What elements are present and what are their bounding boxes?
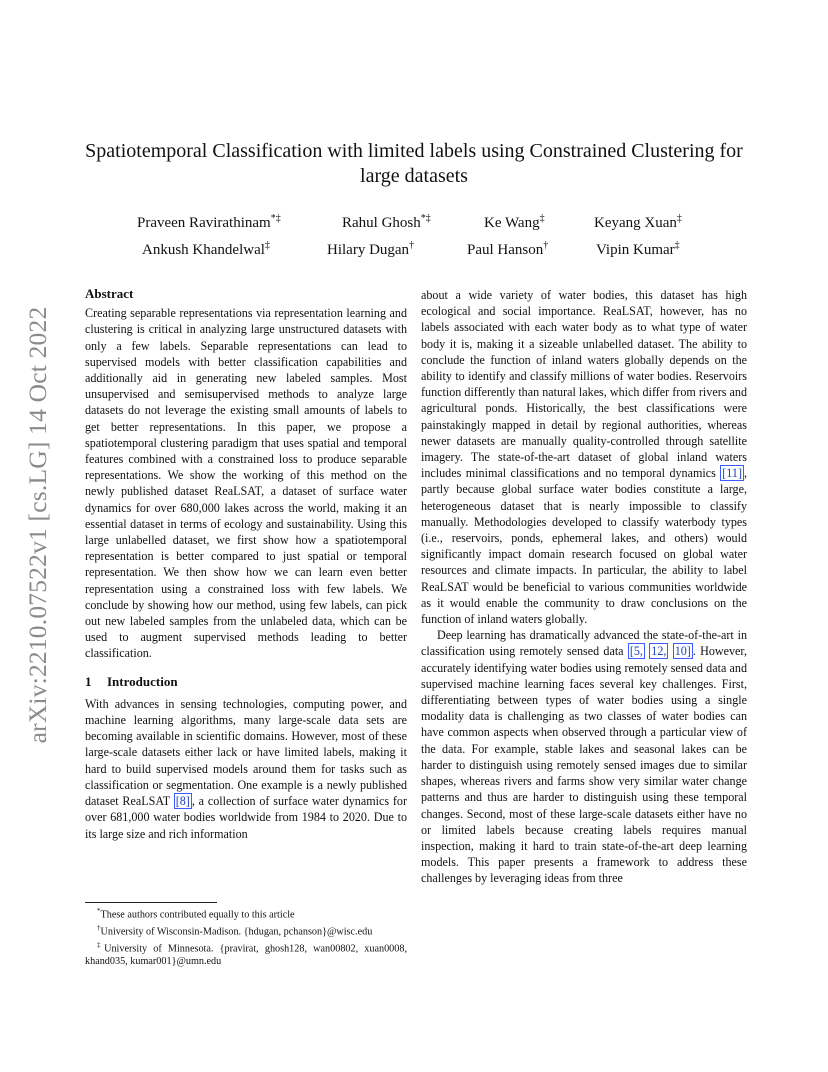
footnote: †University of Wisconsin-Madison. {hdugan, pchanson}@wisc.edu — [97, 923, 373, 938]
author-name: Ankush Khandelwal‡ — [142, 240, 270, 258]
author-name: Hilary Dugan† — [327, 240, 415, 258]
citation-link[interactable]: [8] — [175, 794, 190, 809]
author-name: Paul Hanson† — [467, 240, 549, 258]
right-column — [421, 287, 747, 887]
body-paragraph: about a wide variety of water bodies, this dataset has high ecological and social importance. ReaLSAT, however, has no labels associated with each water body as to what type of water body it is, making it a sizeable unlabelled dataset. The ability to conclude the function of inland waters globally depends on the ability to identify and classify millions of water bodies. Reservoirs function differently than natural lakes, which differ from rivers and agricultural ponds. Historically, the best classifications were painstakingly mapped in detail by regional authorities, whereas newer datasets are manually quality-controlled through satellite imagery. The state-of-the-art dataset of global inland waters includes minimal classifications and no temporal dynamics [11] , partly because global surface water bodies constitute a large, heterogeneous dataset that is nearly impossible to classify manually. Methodologies developed to classify waterbody types (i.e., reservoirs, ponds, ephemeral lakes, and others) would significantly impact domain research focused on global water resources and climate impacts. In particular, the ability to label ReaLSAT would be beneficial to various communities worldwide as it would enable the community to draw conclusions on the function of inland waters globally. — [421, 288, 747, 627]
citation-link[interactable]: 10] — [674, 644, 691, 659]
paper-title: Spatiotemporal Classification with limited labels using Constrained Clustering for large datasets — [85, 140, 743, 187]
author-name: Ke Wang‡ — [484, 213, 545, 231]
footnote-rule — [85, 902, 217, 903]
citation-link[interactable]: [11] — [722, 466, 742, 481]
citation-link[interactable]: 12, — [651, 644, 667, 659]
citation-link[interactable]: [5, — [629, 644, 643, 659]
author-name: Rahul Ghosh*‡ — [342, 213, 431, 231]
intro-paragraph: With advances in sensing technologies, computing power, and machine learning algorithms, many large-scale data sets are becoming available in scientific domains. However, most of these large-scale datasets either lack or have limited labels, making it hard to build supervised models around them for tasks such as classification or segmentation. One example is a newly published dataset ReaLSAT [8] , a collection of surface water dynamics for over 681,000 water bodies worldwide from 1984 to 2020. Due to its large size and rich information — [85, 696, 407, 841]
left-column — [85, 286, 407, 842]
author-name: Keyang Xuan‡ — [594, 213, 682, 231]
abstract-heading: Abstract — [85, 286, 134, 301]
body-paragraph: Deep learning has dramatically advanced the state-of-the-art in classification using remotely sensed data [5, 12, 10] . However, accurately identifying water bodies using remotely sensed data and supervised machine learning faces several key challenges. First, differentiating between types of water bodies using a single modality data is challenging as two classes of water bodies can have common aspects when observed through a particular view of the data. For example, stable lakes and seasonal lakes can be harder to distinguish using remotely sensed images due to similar shapes, whereas rivers and farms show very similar water change patterns and thus are harder to distinguish using these temporal changes. Second, most of these large-scale datasets either have no or limited labels because creating labels requires manual inspection, making it hard to train state-of-the-art deep learning models. This paper presents a framework to address these challenges by leveraging ideas from three — [421, 628, 747, 886]
arxiv-stamp-text: arXiv:2210.07522v1 [cs.LG] 14 Oct 2022 — [23, 306, 52, 744]
footnote: ‡University of Minnesota. {pravirat, ghosh128, wan00802, xuan0008, khand035, kumar001}@umn.edu — [85, 940, 408, 967]
abstract-text: Creating separable representations via representation learning and clustering is critical in analyzing large unstructured datasets with only a few labels. Separable representations can lead to supervised models with better classification capabilities and additionally aid in generating new labeled samples. Most unsupervised and semisupervised methods to analyze large datasets do not leverage the existing small amounts of labels to get better representations. In this paper, we propose a spatiotemporal clustering paradigm that uses spatial and temporal features combined with a constrained loss to produce separable representations. We show the working of this method on the newly published dataset ReaLSAT, a dataset of surface water dynamics for over 680,000 lakes across the world, making it an essential dataset in terms of ecology and sustainability. Using this large unlabelled dataset, we first show how a spatiotemporal representation is better compared to just spatial or temporal representation. We then show how we can learn even better representation using a constrained loss with few labels. We conclude by showing how our method, using few labels, can pick out new labeled samples from the unlabeled data, which can be used to augment supervised methods leading to better classification. — [85, 306, 407, 661]
author-name: Vipin Kumar‡ — [596, 240, 680, 258]
section-heading: 1 Introduction — [85, 673, 178, 689]
arxiv-stamp — [8, 290, 68, 760]
footnote: *These authors contributed equally to this article — [97, 907, 295, 921]
footnotes — [85, 905, 407, 968]
author-name: Praveen Ravirathinam*‡ — [137, 213, 281, 231]
